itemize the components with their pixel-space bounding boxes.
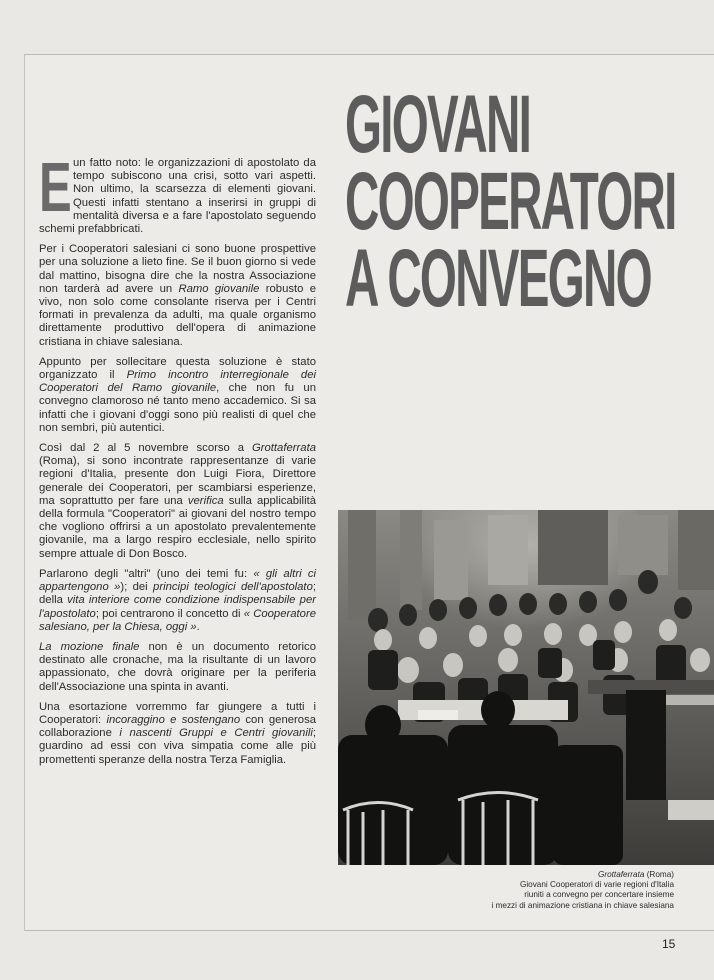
caption-place-region: (Roma) — [644, 870, 674, 879]
text-run: con generosa collaborazione — [39, 713, 316, 740]
text-run: ); dei — [120, 581, 154, 594]
caption-place — [414, 870, 674, 880]
text-run: Per i Cooperatori salesiani ci sono buone prospettive per una soluzione a lieto fine. Se il buon giorno si vede dal mattino, bisogna dire che la nostra Associazione non tarderà ad avere un — [39, 243, 316, 295]
emphasis: principi teologici dell'apostolato — [153, 581, 313, 594]
emphasis: incoraggino e sostengano — [106, 713, 241, 726]
caption-place-name: Grottaferrata — [598, 870, 645, 879]
paragraph-7 — [39, 701, 316, 767]
emphasis: vita interiore come condizione indispensabile per l'apostolato — [39, 594, 316, 620]
paragraph-5 — [39, 568, 316, 634]
text-run: Una esortazione vorremmo far giungere a tutti i Cooperatori: — [39, 700, 316, 726]
emphasis: « Cooperatore salesiano, per la Chiesa, oggi » — [39, 607, 316, 633]
emphasis: « gli altri ci appartengono » — [39, 567, 316, 594]
headline — [345, 79, 676, 324]
text-run: , che non fu un convegno clamoroso né tanto meno accademico. Si sa infatti che i giovani d'oggi sono più realisti di quel che non sembri, più autentici. — [39, 382, 316, 434]
text-run: ; guardino ad essi con viva simpatia come alle più promettenti speranze della nostra Terza Famiglia. — [39, 727, 316, 766]
headline-line-1: GIOVANI — [345, 79, 531, 170]
paragraph-2 — [39, 243, 316, 349]
photo-caption — [414, 870, 674, 911]
paragraph-4 — [39, 442, 316, 561]
drop-cap: E — [39, 148, 72, 226]
caption-line-3: i mezzi di animazione cristiana in chiave salesiana — [491, 900, 674, 910]
emphasis: Ramo giovanile — [178, 282, 260, 295]
caption-line-2: riuniti a convegno per concertare insieme — [524, 890, 674, 900]
paragraph-6 — [39, 641, 316, 694]
caption-line-1: Giovani Cooperatori di varie regioni d'Italia — [519, 880, 674, 890]
paragraph-1 — [39, 148, 316, 236]
headline-line-3: A CONVEGNO — [345, 233, 651, 324]
text-run: Parlarono degli "altri" (uno dei temi fu: — [39, 567, 254, 580]
page-number: 15 — [662, 937, 676, 951]
paragraph-3 — [39, 356, 316, 435]
emphasis: La mozione finale — [39, 640, 140, 653]
text-run: Appunto per sollecitare questa soluzione è stato organizzato il — [39, 355, 316, 382]
emphasis: Primo incontro interregionale dei Cooperatori del Ramo giovanile — [39, 369, 317, 395]
text-run: (Roma), si sono incontrate rappresentanze di varie regioni d'Italia, presente don Luigi Fiora, Direttore generale dei Cooperatori, per scambiarsi esperienze, ma soprattutto per fare una — [39, 455, 316, 507]
text-run: non è un documento retorico destinato alle cronache, ma la risultante di un lavoro appassionato, che dovrà originare per la periferia dell'Associazione una spinta in avanti. — [39, 640, 316, 693]
text-run: . — [196, 620, 200, 633]
text-run: Così dal 2 al 5 novembre scorso a — [39, 442, 252, 455]
emphasis: Grottaferrata — [251, 442, 316, 455]
text-run: robusto e vivo, non solo come consolante riserva per i Centri formati in prevalenza da adulti, ma quale organismo direttamente produttivo dell'opera di animazione cristiana in chiave salesiana. — [39, 282, 316, 348]
emphasis: verifica — [187, 494, 224, 507]
headline-line-2: COOPERATORI — [345, 156, 676, 247]
photo-illustration — [338, 510, 714, 865]
emphasis: i nascenti Gruppi e Centri giovanili — [119, 727, 313, 740]
text-run: ; della — [39, 581, 316, 607]
text-run: sulla applicabilità della formula "Cooperatori" ai giovani del nostro tempo che vogliono offrirsi a un apostolato prevalentemente giovanile, ma a largo respiro ecclesiale, nello spirito sempre attuale di Don Bosco. — [39, 494, 316, 560]
paragraph-1-text: un fatto noto: le organizzazioni di apostolato da tempo subiscono una crisi, sotto vari aspetti. Non ultimo, la scarsezza di elementi giovani. Questi infatti stentano a inserirsi in gruppi di mentalità diversa e a fare l'apostolato seguendo schemi prefabbricati. — [39, 157, 316, 236]
article-body — [39, 148, 317, 774]
text-run: ; poi centrarono il concetto di — [95, 607, 244, 620]
convention-photo — [338, 510, 714, 865]
